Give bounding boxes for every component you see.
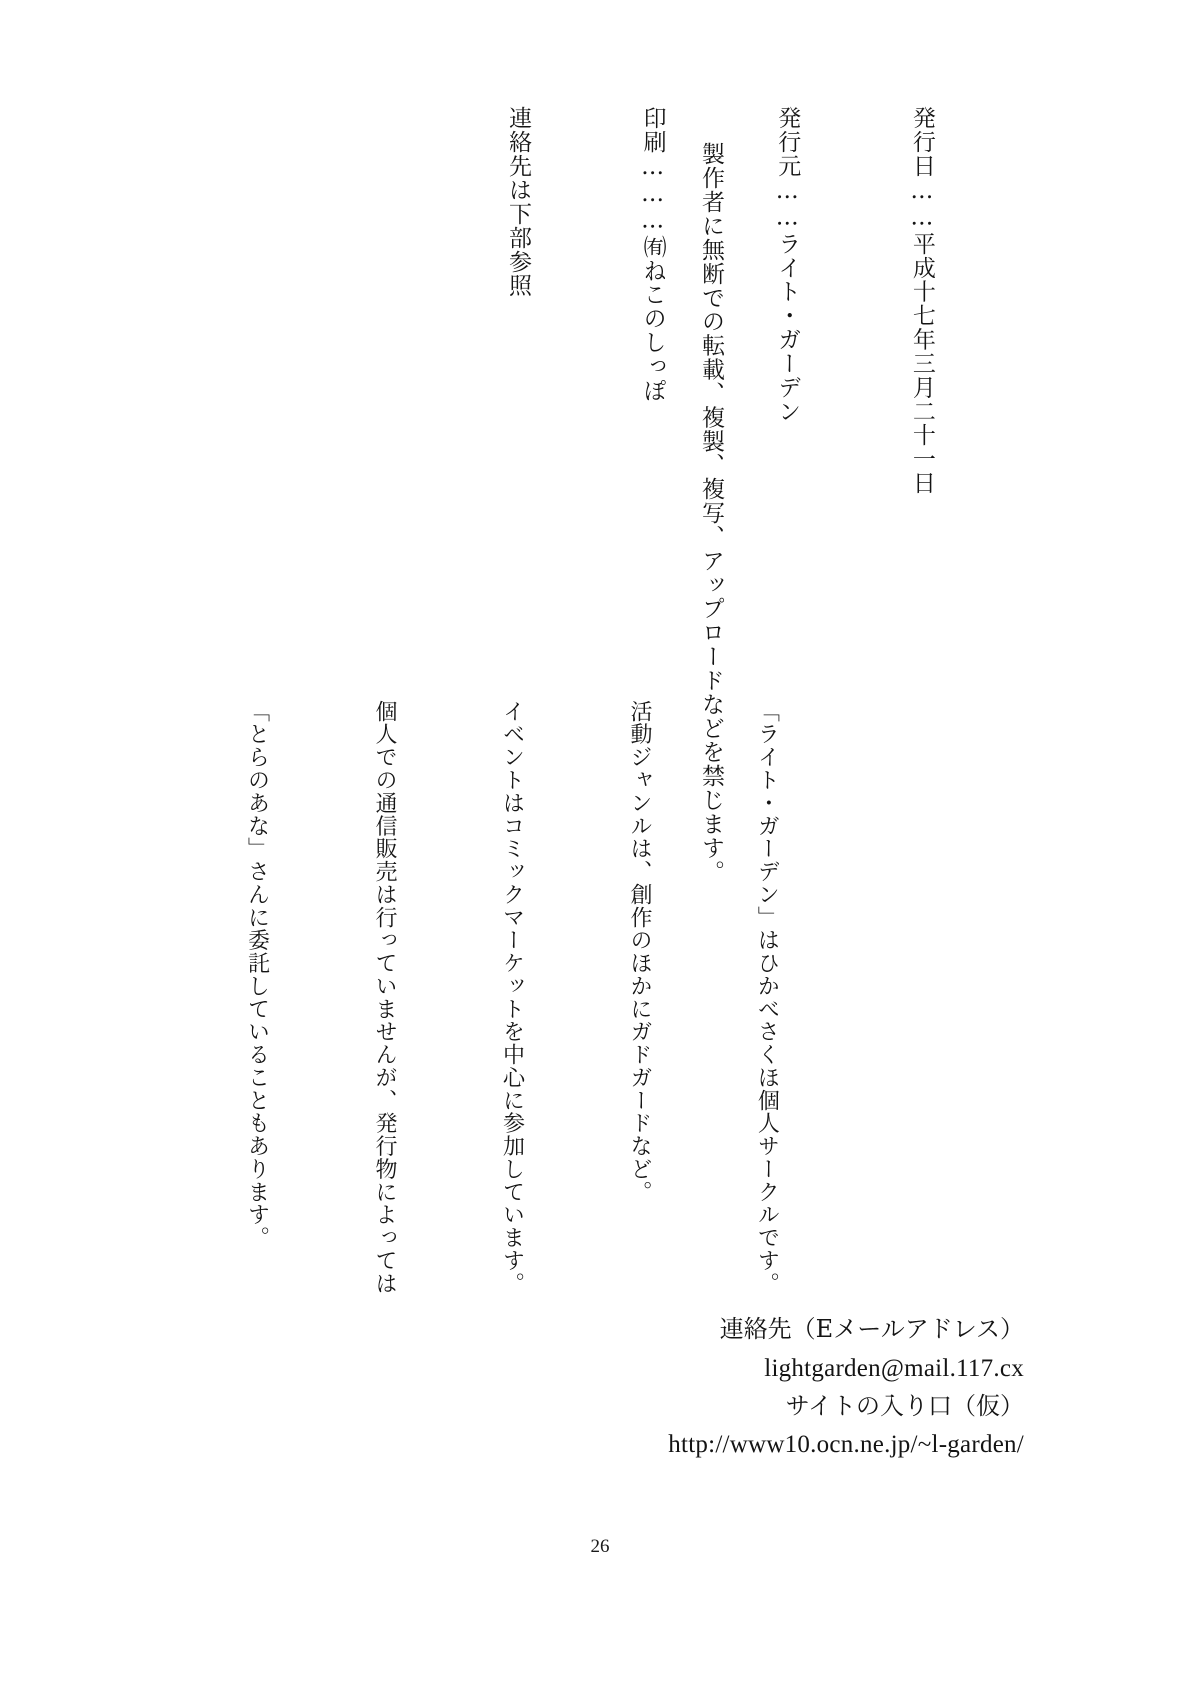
circle-info-line-5: 「とらのあな」さんに委託していることもあります。 <box>244 700 270 1250</box>
contact-email-address: lightgarden@mail.117.cx <box>764 1354 1024 1382</box>
circle-info-line-2: 活動ジャンルは、創作のほかにガドガードなど。 <box>626 700 652 1204</box>
circle-info-line-4: 個人での通信販売は行っていませんが、発行物によっては <box>371 700 397 1295</box>
copyright-notice: 製作者に無断での転載、複製、複写、アップロードなどを禁じます。 <box>698 142 724 884</box>
contact-block <box>668 1311 1024 1464</box>
colophon-line-publish-date: 発行日……平成十七年三月二十一日 <box>908 106 935 495</box>
circle-info-line-3: イベントはコミックマーケットを中心に参加しています。 <box>499 700 525 1295</box>
page-number: 26 <box>590 1536 610 1557</box>
contact-site-label: サイトの入り口（仮） <box>785 1391 1024 1420</box>
colophon-line-contact-ref: 連絡先は下部参照 <box>504 106 531 298</box>
colophon-line-publisher: 発行元……ライト・ガーデン <box>774 106 801 423</box>
circle-info-line-1: 「ライト・ガーデン」はひかべさくほ個人サークルです。 <box>754 700 780 1295</box>
contact-email-label: 連絡先（Eメールアドレス） <box>719 1315 1024 1344</box>
contact-site-url: http://www10.ocn.ne.jp/~l-garden/ <box>668 1431 1024 1458</box>
colophon-line-printer: 印刷………㈲ねこのしっぽ <box>639 106 666 403</box>
